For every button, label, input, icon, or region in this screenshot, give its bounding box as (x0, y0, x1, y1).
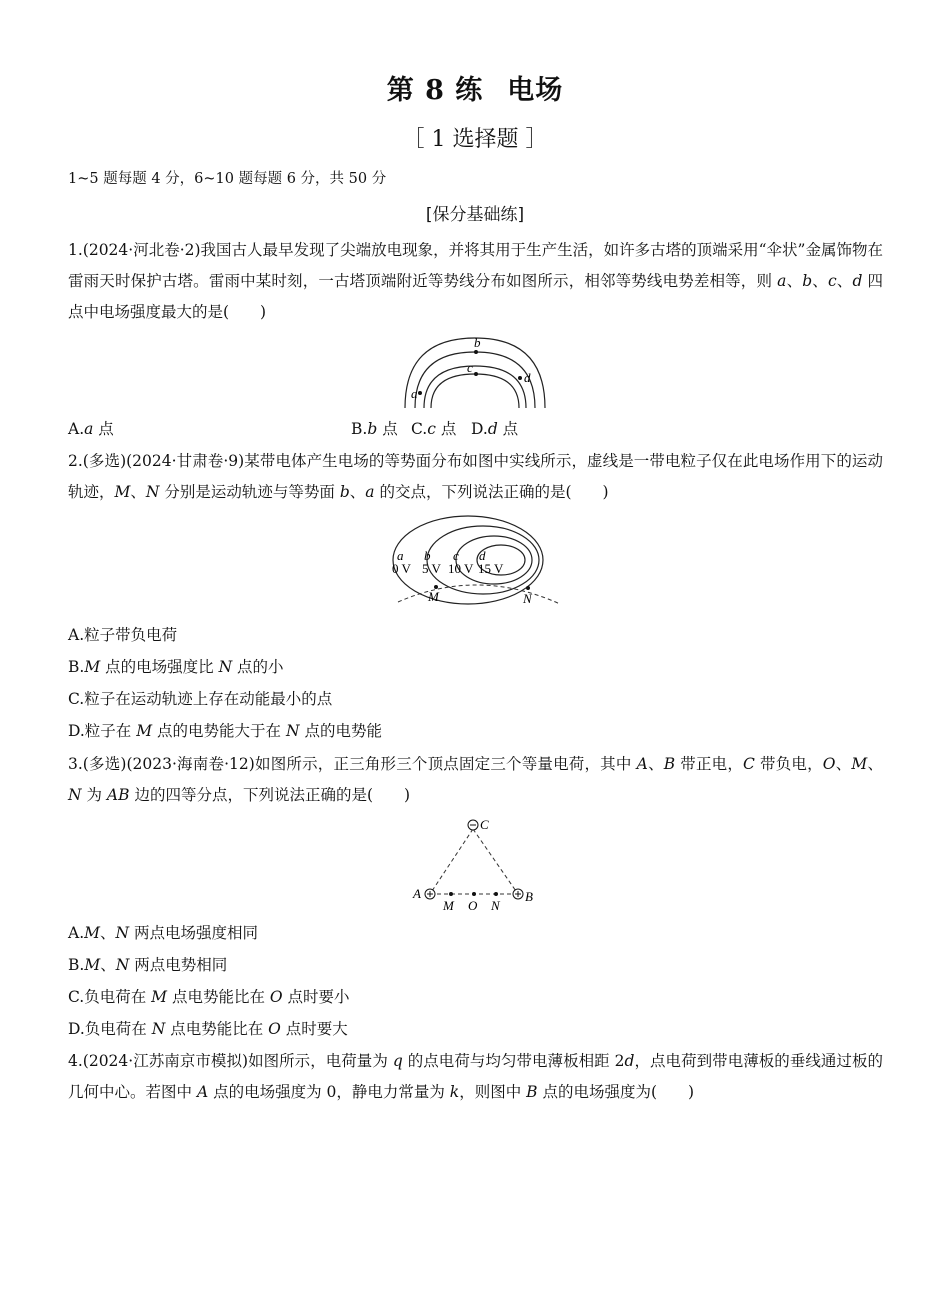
question-2-stem: 2.(多选)(2024·甘肃卷·9)某带电体产生电场的等势面分布如图中实线所示，虚线是一带电粒子仅在此电场作用下的运动轨迹，M、N 分别是运动轨迹与等势面 b、a 的交点，下列说法正确的是( ) (68, 452, 883, 501)
label-b: b (474, 335, 481, 350)
label-0V: 0 V (392, 561, 411, 576)
label-c: c (467, 360, 473, 375)
point-b-marker (474, 350, 478, 354)
point-c-marker (474, 372, 478, 376)
question-1-stem: 1.(2024·河北卷·2)我国古人最早发现了尖端放电现象，并将其用于生产生活，如许多古塔的顶端采用“伞状”金属饰物在雷雨天时保护古塔。雷雨中某时刻，一古塔顶端附近等势线分布如图所示，相邻等势线电势差相等，则 a、b、c、d 四点中电场强度最大的是( ) (68, 241, 883, 321)
label-B: B (525, 889, 533, 904)
label-a: a (411, 386, 418, 401)
label-a: a (397, 548, 404, 563)
point-N-marker (494, 892, 498, 896)
label-15V: 15 V (478, 561, 504, 576)
triangle-side-BC (473, 829, 518, 894)
label-A: A (413, 886, 421, 901)
label-c: c (453, 548, 459, 563)
q3-option-d[interactable]: D.负电荷在 N 点电势能比在 O 点时要大 (68, 1020, 348, 1038)
q1-option-c[interactable]: C.c 点 (411, 420, 457, 438)
triangle-side-AC (430, 829, 473, 894)
page-title (0, 68, 950, 107)
equipotential-c (456, 536, 532, 584)
label-b: b (424, 548, 431, 563)
q1-option-d[interactable]: D.d 点 (471, 420, 519, 438)
q3-option-a[interactable]: A.M、N 两点电场强度相同 (68, 924, 259, 942)
q2-option-b[interactable]: B.M 点的电场强度比 N 点的小 (68, 658, 284, 676)
q2-option-d[interactable]: D.粒子在 M 点的电势能大于在 N 点的电势能 (68, 722, 382, 740)
label-N: N (523, 591, 532, 606)
q1-option-b[interactable]: B.b 点 (351, 420, 398, 438)
label-C: C (480, 817, 489, 832)
q2-option-a[interactable]: A.粒子带负电荷 (68, 626, 178, 644)
q3-option-b[interactable]: B.M、N 两点电势相同 (68, 956, 228, 974)
label-5V: 5 V (422, 561, 441, 576)
label-10V: 10 V (448, 561, 474, 576)
question-4-stem: 4.(2024·江苏南京市模拟)如图所示，电荷量为 q 的点电荷与均匀带电薄板相距 2d，点电荷到带电薄板的垂线通过板的几何中心。若图中 A 点的电场强度为 0，静电力常量为 k，则图中 B 点的电场强度为( ) (68, 1052, 883, 1101)
point-O-marker (472, 892, 476, 896)
scoring-note: 1~5 题每题 4 分，6~10 题每题 6 分，共 50 分 (68, 171, 387, 187)
subsection-heading: [保分基础练] (425, 205, 525, 225)
q3-option-c[interactable]: C.负电荷在 M 点电势能比在 O 点时要小 (68, 988, 350, 1006)
point-N-marker (526, 586, 530, 590)
charge-A-positive-icon (425, 889, 435, 899)
question-2-figure (388, 512, 568, 607)
label-M: M (428, 589, 439, 604)
equipotential-line-inner (431, 374, 519, 408)
charge-B-positive-icon (513, 889, 523, 899)
title-part1: 第 8 练 (386, 75, 484, 106)
question-3-stem: 3.(多选)(2023·海南卷·12)如图所示，正三角形三个顶点固定三个等量电荷，其中 A、B 带正电，C 带负电，O、M、N 为 AB 边的四等分点，下列说法正确的是( ) (68, 755, 883, 804)
question-1-options (68, 414, 519, 445)
label-O: O (468, 898, 478, 913)
label-M: M (443, 898, 454, 913)
point-M-marker (449, 892, 453, 896)
equipotential-a (393, 516, 543, 604)
section-heading: ［ 1 选择题 ］ (402, 127, 548, 152)
title-part2: 电场 (507, 75, 564, 106)
q2-option-c[interactable]: C.粒子在运动轨迹上存在动能最小的点 (68, 690, 333, 708)
question-3-figure (410, 815, 540, 915)
label-d: d (524, 370, 531, 385)
label-d: d (479, 548, 486, 563)
question-1-figure (400, 330, 550, 410)
point-a-marker (418, 391, 422, 395)
point-d-marker (518, 376, 522, 380)
label-N: N (491, 898, 500, 913)
q1-option-a[interactable]: A.a 点 (68, 420, 114, 438)
charge-C-negative-icon (468, 820, 478, 830)
